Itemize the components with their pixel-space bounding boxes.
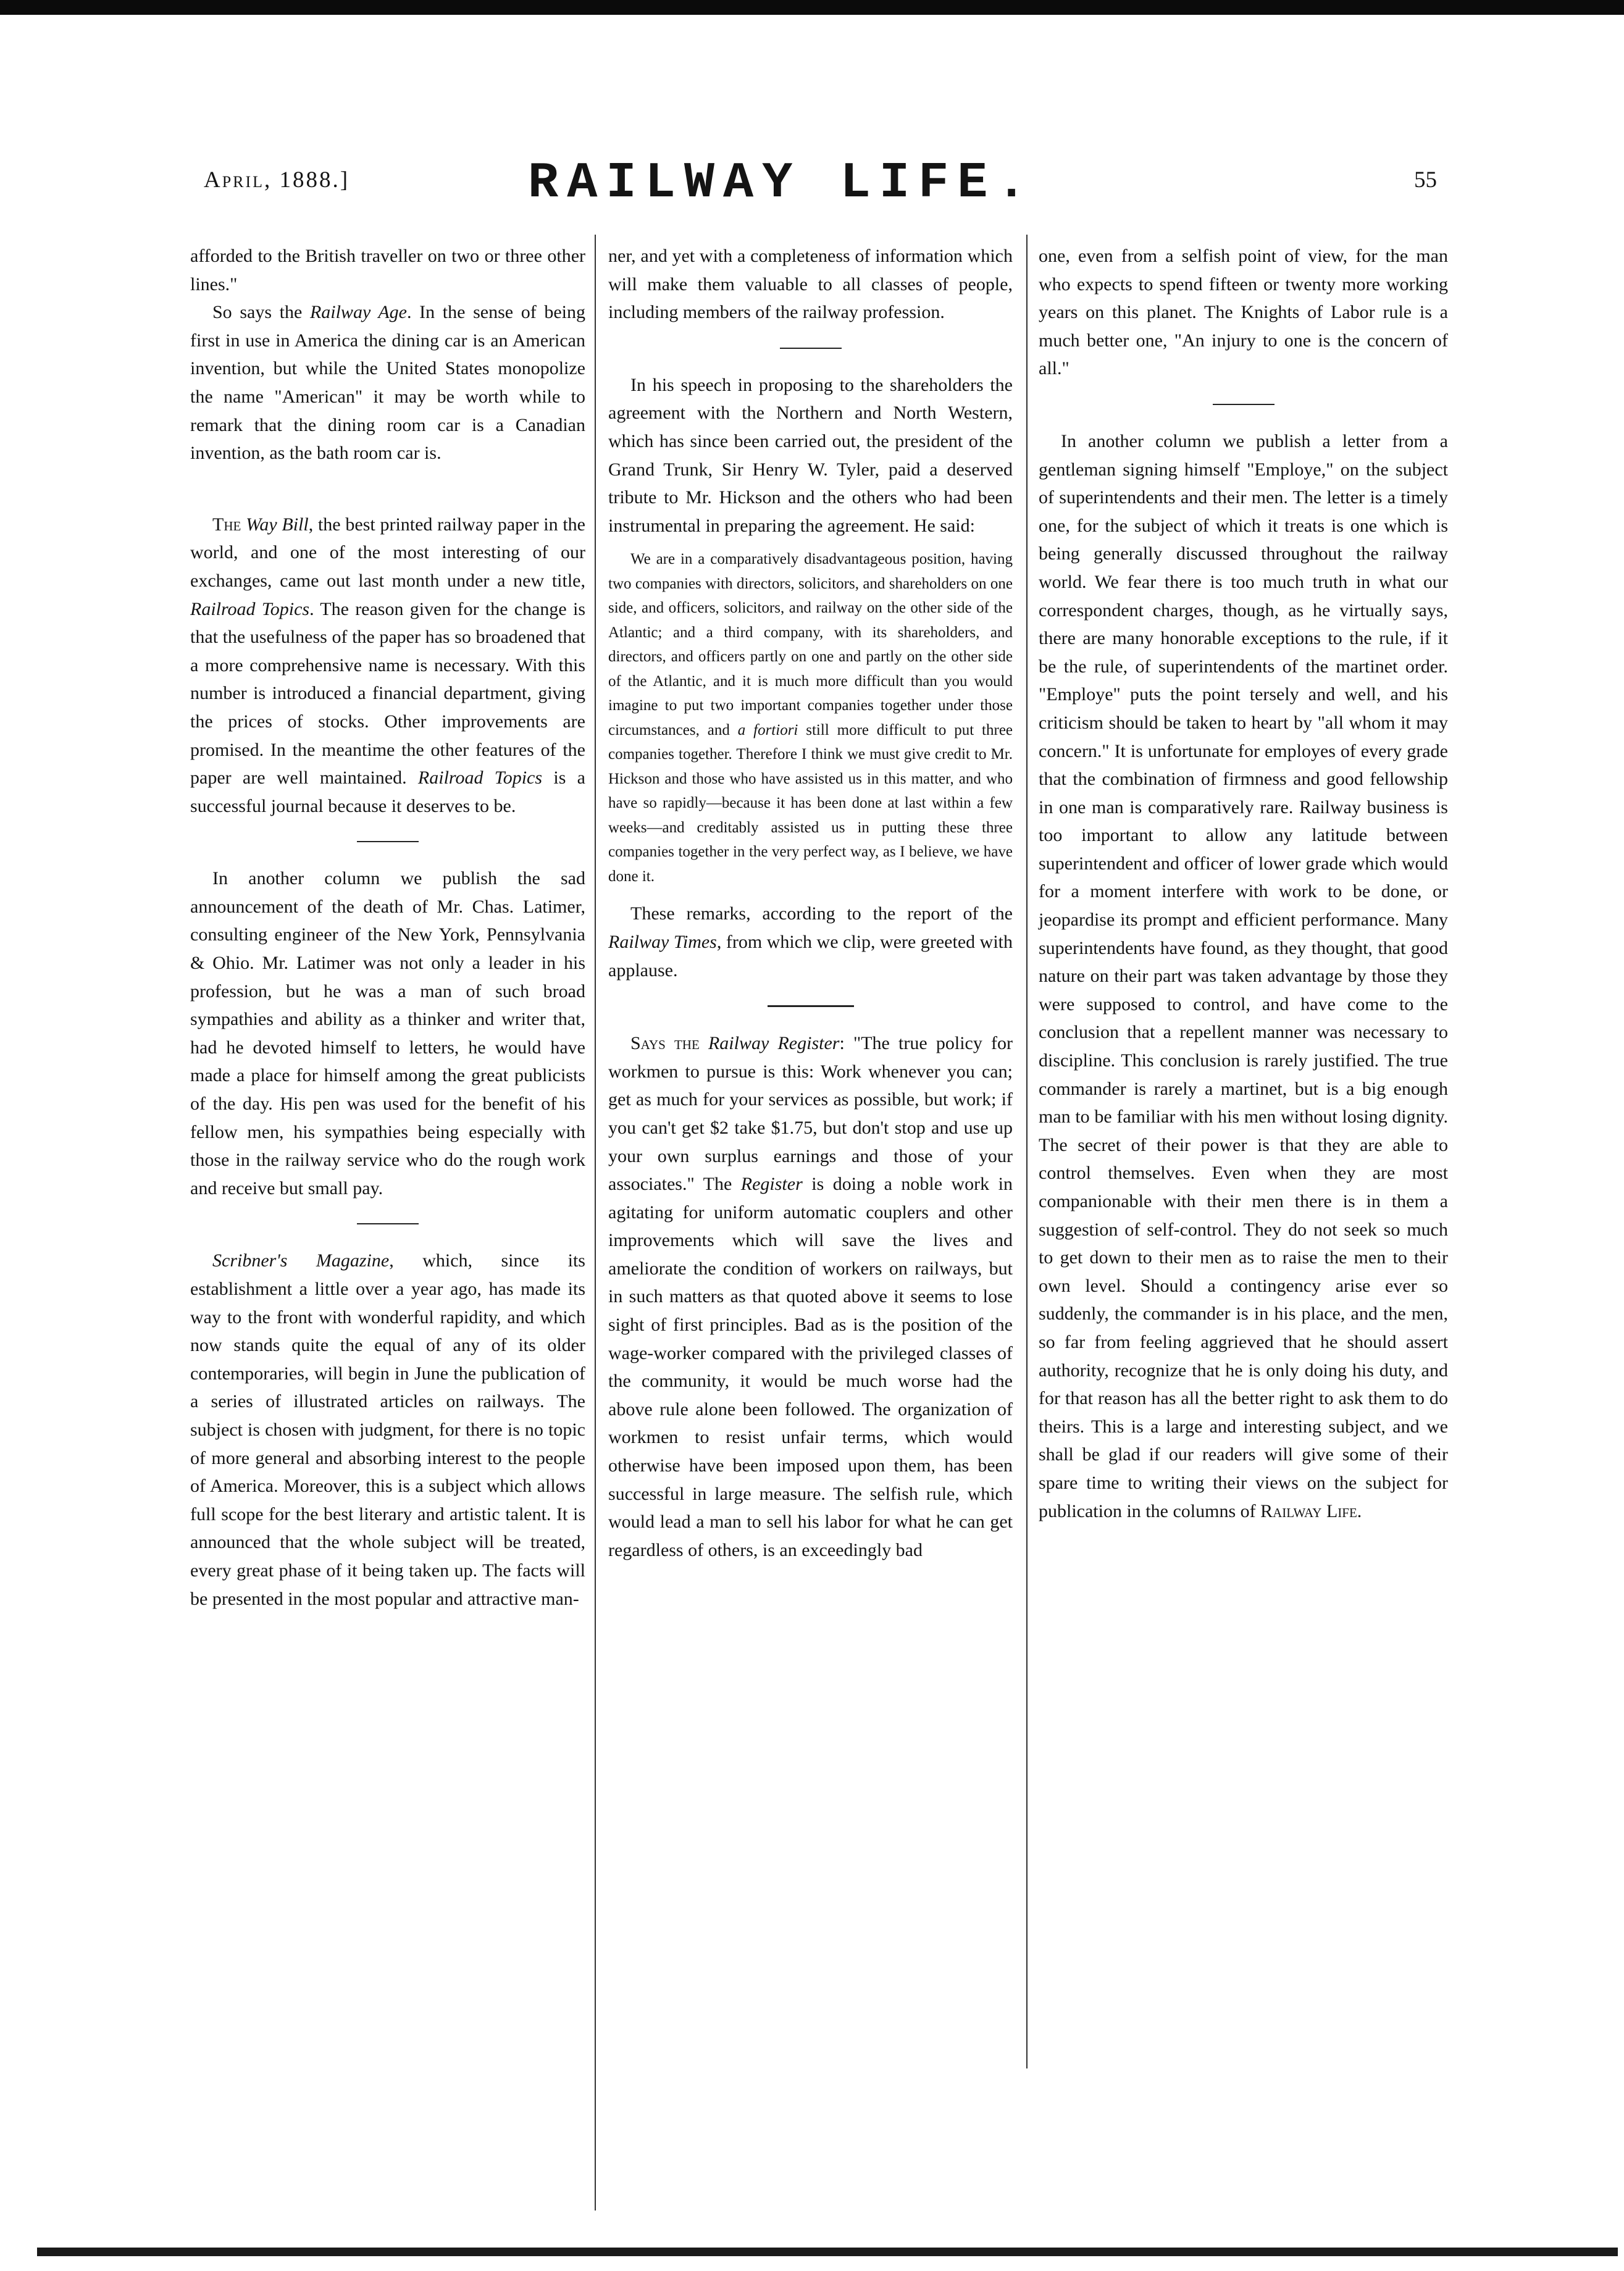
page-number: 55: [1414, 167, 1437, 193]
paragraph: Scribner's Magazine, which, since its establishment a little over a year ago, has made its way to the front with wonderful rapidity, and which now stands quite the equal of any of its older contemporaries, will begin in June the publication of a series of illustrated articles on railways. The subject is chosen with judgment, for there is no topic of more general and absorbing interest to the people of America. Moreover, this is a subject which allows full scope for the best literary and artistic talent. It is announced that the whole subject will be treated, every great phase of it being taken up. The facts will be presented in the most popular and attractive man-: [190, 1250, 585, 1609]
column-2: [608, 242, 1013, 1564]
column-divider-1: [595, 235, 596, 2210]
paragraph: The Way Bill, the best printed railway paper in the world, and one of the most interesting of our exchanges, came out last month under a new title, Railroad Topics. The reason given for the change is that the usefulness of the paper has so broadened that a more comprehensive name is necessary. With this number is introduced a financial department, giving the prices of stocks. Other improvements are promised. In the meantime the other features of the paper are well maintained. Railroad Topics is a successful journal because it deserves to be.: [190, 514, 586, 816]
section-separator: [768, 1005, 854, 1007]
journal-title: RAILWAY LIFE.: [528, 154, 1036, 212]
bottom-border-rule: [37, 2248, 1618, 2256]
section-separator: [1213, 404, 1275, 405]
column-3: [1039, 242, 1448, 1525]
masthead: [0, 154, 1624, 210]
top-border-rule: [0, 0, 1624, 15]
issue-date: April, 1888.]: [204, 167, 350, 193]
column-1: [190, 242, 585, 1613]
paragraph: one, even from a selfish point of view, for the man who expects to spend fifteen or twenty more working years on this planet. The Knights of Labor rule is a much better one, "An injury to one is the concern of all.": [1039, 246, 1448, 379]
section-separator: [780, 348, 842, 349]
paragraph: In another column we publish a letter from a gentleman signing himself "Employe," on the subject of superintendents and their men. The letter is a timely one, for the subject of which it treats is one which is being generally discussed throughout the railway world. We fear there is too much truth in what our correspondent charges, though, as he virtually says, there are many honorable exceptions to the rule, if it be the rule, of superintendents of the martinet order. "Employe" puts the point tersely and well, and his criticism should be taken to heart by "all whom it may concern." It is unfortunate for employes of every grade that the combination of firmness and good fellowship in one man is comparatively rare. Railway business is too important to allow any latitude between superintendent and officer of lower grade which would for a moment interfere with work to be done, or jeopardise its prompt and efficient performance. Many superintendents have found, as they thought, that good nature on their part was taken advantage by those they were supposed to control, and have come to the conclusion that a repellent manner was necessary to discipline. This conclusion is rarely justified. The true commander is rarely a martinet, but is a big enough man to be familiar with his men without losing dignity. The secret of their power is that they are able to control themselves. Even when they are most companionable with their men there is in them a suggestion of self-control. They do not seek so much to get down to their men as to raise the men to their own level. Should a contingency arise ever so suddenly, the commander is in his place, and the men, so far from feeling aggrieved that he should assert authority, recognize that he is only doing his duty, and for that reason has all the better right to ask them to do theirs. This is a large and interesting subject, and we shall be glad if our readers will give some of their spare time to writing their views on the subject for publication in the columns of Railway Life.: [1039, 430, 1448, 1521]
paragraph: afforded to the British traveller on two or three other lines.": [190, 246, 585, 295]
column-divider-2: [1026, 235, 1028, 2068]
block-quote: We are in a comparatively disadvantageous position, having two companies with directors, solicitors, and shareholders on one side, and officers, solicitors, and railway on the other side of the Atlantic; and a third company, with its shareholders, and directors, and officers partly on one and partly on the other side of the Atlantic, and it is much more difficult than you would imagine to put two important companies together under those circumstances, and a fortiori still more difficult to put three companies together. Therefore I think we must give credit to Mr. Hickson and those who have assisted us in this matter, and who have so rapidly—because it has been done at last within a few weeks—and creditably assisted us in putting these three companies together in the very perfect way, as I believe, we have done it.: [608, 551, 1013, 885]
paragraph: So says the Railway Age. In the sense of being first in use in America the dining car is an American invention, but while the United States monopolize the name "American" it may be worth while to remark that the dining room car is a Canadian invention, as the bath room car is.: [190, 302, 586, 464]
paragraph: These remarks, according to the report of the Railway Times, from which we clip, were greeted with applause.: [608, 903, 1013, 981]
section-separator: [357, 841, 419, 842]
paragraph: Says the Railway Register: "The true policy for workmen to pursue is this: Work whenever you can; get as much for your services as possible, but work; if you can't get $2 take $1.75, but don't stop and use up your own surplus earnings and those of your associates." The Register is doing a noble work in agitating for uniform automatic couplers and other improvements which will save the lives and ameliorate the condition of workers on railways, but in such matters as that quoted above it seems to lose sight of first principles. Bad as is the position of the wage-worker compared with the privileged classes of the community, it would be much worse had the above rule alone been followed. The organization of workmen to resist unfair terms, which would otherwise have been imposed upon them, has been successful in large measure. The selfish rule, which would lead a man to sell his labor for what he can get regardless of others, is an exceedingly bad: [608, 1033, 1013, 1560]
paragraph: In his speech in proposing to the shareholders the agreement with the Northern and North Western, which has since been carried out, the president of the Grand Trunk, Sir Henry W. Tyler, paid a deserved tribute to Mr. Hickson and the others who had been instrumental in preparing the agreement. He said:: [608, 374, 1013, 536]
section-separator: [357, 1223, 419, 1224]
paragraph: ner, and yet with a completeness of information which will make them valuable to all classes of people, including members of the railway profession.: [608, 246, 1013, 323]
paragraph: In another column we publish the sad announcement of the death of Mr. Chas. Latimer, consulting engineer of the New York, Pennsylvania & Ohio. Mr. Latimer was not only a leader in his profession, but he was a man of such broad sympathies and ability as a thinker and writer that, had he devoted himself to letters, he would have made a place for himself among the great publicists of the day. His pen was used for the benefit of his fellow men, his sympathies being especially with those in the railway service who do the rough work and receive but small pay.: [190, 868, 585, 1198]
